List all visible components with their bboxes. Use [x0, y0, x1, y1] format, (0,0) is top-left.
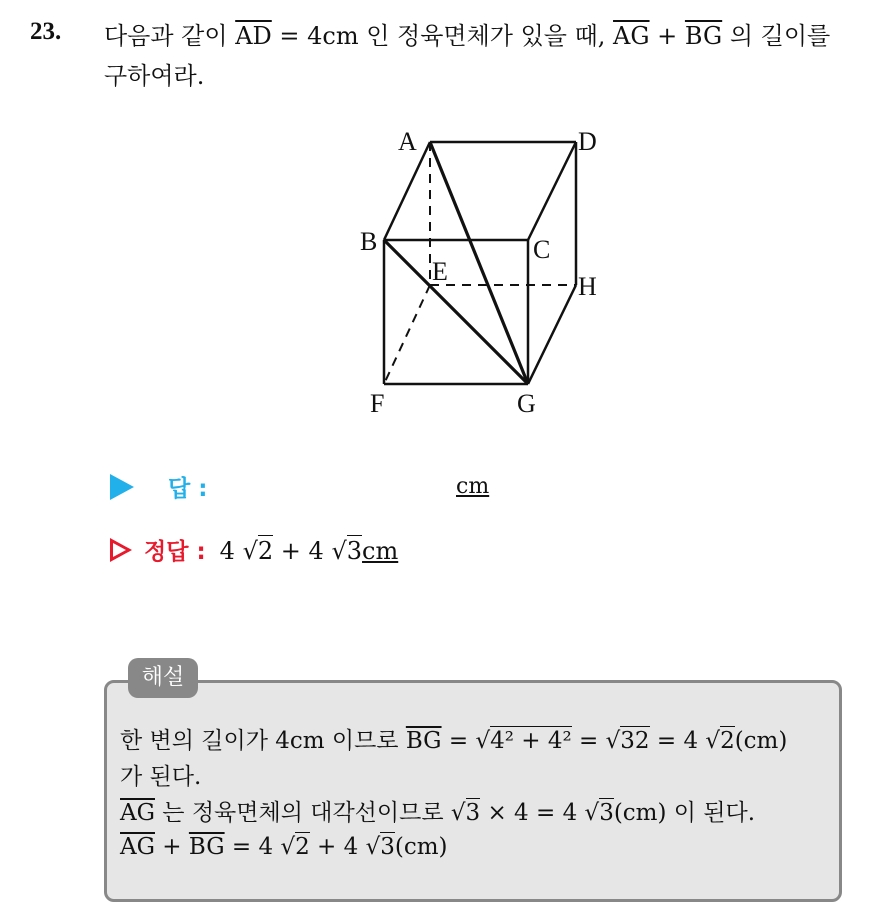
exp3-sqrt-a: √3 — [450, 800, 481, 826]
exp1-seg-bg: $\overline{BG}$ — [405, 728, 442, 754]
exp4-sqrt-b: √3 — [365, 834, 395, 860]
vertex-label-g: G — [517, 389, 536, 418]
vertex-label-b: B — [360, 227, 378, 256]
exp4-plus2: + 4 — [309, 834, 366, 860]
segment-ag: $\overline{AG}$ — [613, 22, 650, 50]
exp3-seg-ag: $\overline{AG}$ — [120, 800, 155, 826]
vertex-label-d: D — [578, 127, 597, 156]
exp1-sqrt-a: √4² + 4² — [475, 728, 572, 754]
exp4-post: (cm) — [394, 834, 448, 860]
exp1-post: (cm) — [734, 728, 788, 754]
exp1-pre: 한 변의 길이가 4cm 이므로 — [120, 728, 406, 754]
plus-sign: + — [273, 537, 309, 565]
segment-ad: $\overline{AD}$ — [235, 22, 272, 50]
play-triangle-icon — [110, 474, 134, 500]
exp4-mid: = 4 — [224, 834, 281, 860]
question-plus: + — [649, 22, 685, 50]
explanation-line-2: 가 된다. — [120, 764, 202, 790]
explanation-line-4 — [120, 834, 448, 860]
exp4-seg-ag: $\overline{AG}$ — [120, 834, 155, 860]
explanation-tab: 해설 — [128, 658, 198, 698]
exp4-sqrt-a: √2 — [280, 834, 310, 860]
vertex-label-f: F — [370, 389, 385, 418]
edge-hg — [528, 285, 576, 384]
diagonals — [384, 142, 528, 384]
vertex-label-h: H — [578, 272, 597, 301]
outline-triangle-icon — [110, 538, 132, 562]
question-pre: 다음과 같이 — [104, 22, 236, 50]
exp1-eq2: = — [571, 728, 606, 754]
question-text-line1 — [104, 16, 830, 51]
correct-answer-label: 정답 : — [144, 539, 206, 565]
answer-row — [110, 470, 490, 503]
exp3-mid: × 4 = 4 — [480, 800, 585, 826]
sqrt-2: √2 — [242, 537, 274, 565]
edge-ef-hidden — [384, 285, 430, 384]
exp3-pre: 는 정육면체의 대각선이므로 — [154, 800, 451, 826]
answer-label: 답 : — [168, 476, 208, 502]
correct-unit: cm — [362, 537, 399, 565]
correct-answer-value — [220, 537, 399, 565]
correct-answer-row — [110, 533, 398, 566]
vertex-label-e: E — [432, 257, 448, 286]
explanation-box — [104, 680, 842, 902]
exp4-plus: + — [154, 834, 189, 860]
coef-1: 4 — [219, 537, 235, 565]
exp3-post: (cm) 이 된다. — [613, 800, 756, 826]
explanation-line-3 — [120, 794, 755, 827]
segment-bg: $\overline{BG}$ — [684, 22, 723, 50]
explanation-line-1 — [120, 722, 787, 755]
exp1-sqrt-b: √32 — [605, 728, 650, 754]
diagonal-bg — [384, 240, 528, 384]
question-text-line2: 구하여라. — [104, 62, 205, 90]
edge-dc — [528, 142, 576, 240]
exp1-eq3: = 4 — [649, 728, 706, 754]
edge-ab — [384, 142, 430, 240]
question-post: 의 길이를 — [722, 22, 831, 50]
sqrt-3: √3 — [331, 537, 363, 565]
cube-diagram — [350, 120, 620, 420]
exp3-sqrt-b: √3 — [584, 800, 614, 826]
vertex-label-c: C — [533, 235, 551, 264]
question-mid: = 4cm 인 정육면체가 있을 때, — [271, 22, 614, 50]
exp1-sqrt-c: √2 — [705, 728, 735, 754]
vertex-label-a: A — [398, 127, 417, 156]
answer-unit: cm — [456, 474, 490, 499]
exp4-seg-bg: $\overline{BG}$ — [188, 834, 225, 860]
question-number: 23. — [30, 18, 62, 45]
exp1-eq1: = — [441, 728, 476, 754]
coef-2: 4 — [308, 537, 324, 565]
